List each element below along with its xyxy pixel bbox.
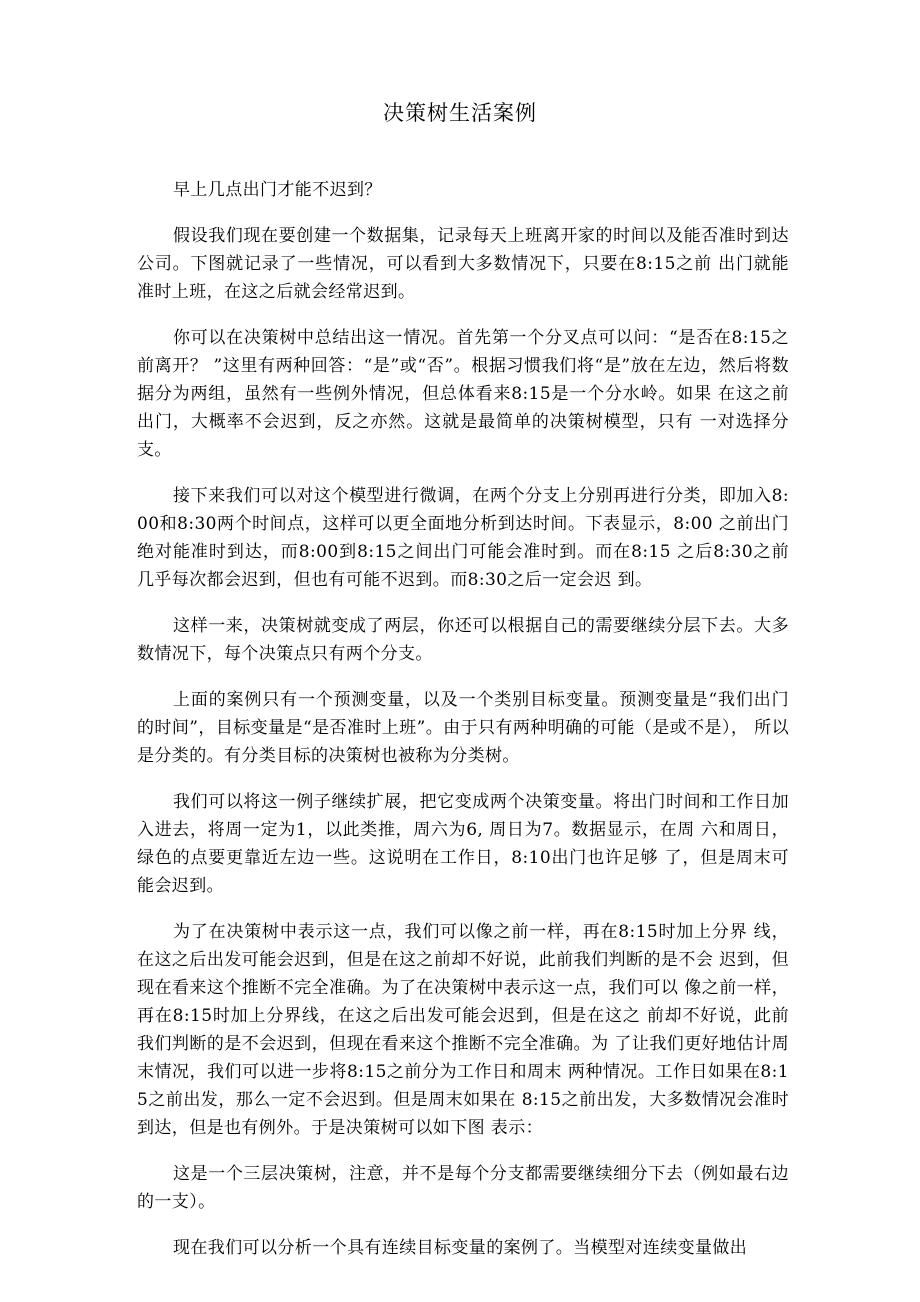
- paragraph-two-variables: 我们可以将这一例子继续扩展，把它变成两个决策变量。将出门时间和工作日加入进去，将周一定为1，以此类推，周六为6, 周日为7。数据显示，在周 六和周日，绿色的点要更靠近左边一些。这说明在工作日，8:10出门也许足够 了，但是周末可能会迟到。: [137, 792, 789, 896]
- paragraph-question: 早上几点出门才能不迟到？: [173, 180, 382, 200]
- document-body: [137, 176, 789, 1280]
- paragraph-first-split: 你可以在决策树中总结出这一情况。首先第一个分叉点可以问：“是否在8:15之前离开？ ”这里有两种回答：“是”或“否”。根据习惯我们将“是”放在左边，然后将数据分为两组，虽然有一些例外情况，但总体看来8:15是一个分水岭。如果 在这之前出门，大概率不会迟到，反之亦然。这就是最简单的决策树模型，只有 一对选择分支。: [137, 328, 789, 460]
- paragraph-two-levels: 这样一来，决策树就变成了两层，你还可以根据自己的需要继续分层下去。大多数情况下，每个决策点只有两个分支。: [137, 616, 789, 664]
- paragraph-refine: 接下来我们可以对这个模型进行微调，在两个分支上分别再进行分类，即加入8:00和8:30两个时间点，这样可以更全面地分析到达时间。下表显示，8:00 之前出门绝对能准时到达，而8:00到8:15之间出门可能会准时到。而在8:15 之后8:30之前几乎每次都会迟到，但也有可能不迟到。而8:30之后一定会迟 到。: [137, 486, 789, 590]
- paragraph-continuous: 现在我们可以分析一个具有连续目标变量的案例了。当模型对连续变量做出: [173, 1238, 748, 1258]
- paragraph-three-level: 这是一个三层决策树，注意，并不是每个分支都需要继续细分下去（例如最右边的一支）。: [137, 1164, 789, 1212]
- document-title: 决策树生活案例: [383, 101, 537, 125]
- paragraph-weekend-split: 为了在决策树中表示这一点，我们可以像之前一样，再在8:15时加上分界 线，在这之后出发可能会迟到，但是在这之前却不好说，此前我们判断的是不会 迟到，但现在看来这个推断不完全准确。为了在决策树中表示这一点，我们可以 像之前一样，再在8:15时加上分界线，在这之后出发可能会迟到，但是在这之 前却不好说，此前我们判断的是不会迟到，但现在看来这个推断不完全准确。为 了让我们更好地估计周末情况，我们可以进一步将8:15之前分为工作日和周末 两种情况。工作日如果在8:15之前出发，那么一定不会迟到。但是周末如果在 8:15之前出发，大多数情况会准时到达，但是也有例外。于是决策树可以如下图 表示：: [137, 922, 789, 1138]
- paragraph-classification: 上面的案例只有一个预测变量，以及一个类别目标变量。预测变量是“我们出门的时间”，目标变量是“是否准时上班”。由于只有两种明确的可能（是或不是）， 所以是分类的。有分类目标的决策树也被称为分类树。: [137, 690, 789, 766]
- paragraph-dataset: 假设我们现在要创建一个数据集，记录每天上班离开家的时间以及能否准时到达公司。下图就记录了一些情况，可以看到大多数情况下，只要在8:15之前 出门就能准时上班，在这之后就会经常迟到。: [137, 226, 789, 302]
